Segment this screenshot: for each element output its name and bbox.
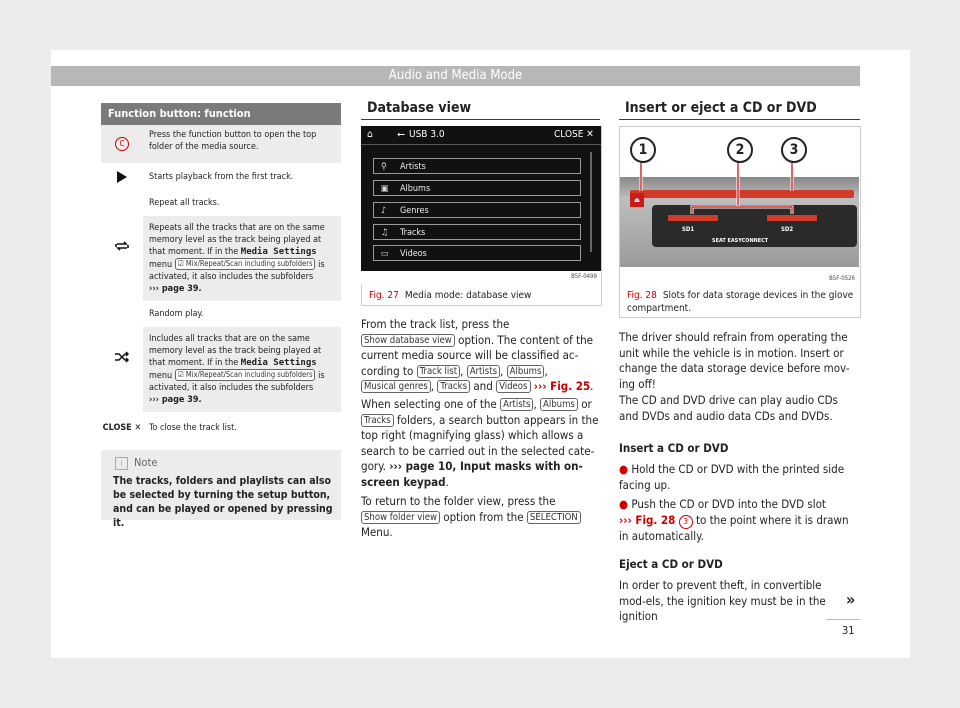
table-row bbox=[101, 302, 341, 413]
db-paragraph-2: When selecting one of the Artists , Albums or Tracks folders, a search button appears in the top right (magnifying glass) which allows a search to be carried out in the selected cate-gory. ››› page 10, Input masks with on-screen keypad. bbox=[361, 397, 599, 489]
row-description: Press the function button to open the top folder of the media source. bbox=[149, 130, 317, 152]
insert-paragraph-2: The CD and DVD drive can play audio CDs and DVDs and audio data CDs and DVDs. bbox=[619, 393, 838, 423]
callout-2: 2 bbox=[727, 137, 753, 163]
insert-paragraph-3: In order to prevent theft, in convertible mod-els, the ignition key must be in the ignition bbox=[619, 578, 826, 623]
callout-3: 3 bbox=[781, 137, 807, 163]
db-paragraph-3: To return to the folder view, press the Show folder view option from the SELECTION Menu. bbox=[361, 494, 601, 541]
table-heading: Function button: function bbox=[101, 103, 341, 125]
table-row bbox=[101, 191, 341, 302]
screen-item-genres[interactable]: ♪ Genres bbox=[373, 202, 581, 218]
chapter-banner: Audio and Media Mode bbox=[51, 66, 860, 86]
glovebox-photo bbox=[620, 127, 859, 285]
person-icon: ⚲ bbox=[381, 162, 387, 172]
note-text: The tracks, folders and playlists can also be selected by turning the setup button, and can be played or opened by pressing it. bbox=[113, 475, 333, 529]
figure-code: B5F-0526 bbox=[829, 275, 855, 282]
insert-heading: Insert a CD or DVD bbox=[619, 441, 729, 455]
figure-caption: Fig. 28 Slots for data storage devices in the glove compartment. bbox=[627, 290, 854, 314]
brand-label: SEAT EASYCONNECT bbox=[712, 238, 769, 244]
screen-scrollbar[interactable] bbox=[590, 152, 592, 252]
section-rule bbox=[619, 119, 860, 120]
note-title: i Note bbox=[101, 450, 341, 470]
page-reference: ››› page 39. bbox=[149, 395, 202, 405]
video-icon: ▭ bbox=[381, 249, 389, 259]
source-label: USB 3.0 bbox=[409, 129, 445, 140]
db-paragraph-1: From the track list, press the Show database view option. The content of the current media source will be classified ac-cording to Track list , Artists , Albums , Musical genres , Tracks and Videos ››› Fig. 25. bbox=[361, 317, 594, 393]
media-screen bbox=[361, 126, 601, 285]
table-row bbox=[101, 125, 341, 164]
sd2-label: SD2 bbox=[781, 226, 794, 233]
page-number: 31 bbox=[842, 624, 855, 637]
shuffle-icon bbox=[101, 302, 143, 412]
screen-top-bar bbox=[361, 126, 601, 144]
row-description-short: Repeat all tracks. bbox=[149, 198, 220, 208]
usb-icon: ⭠ bbox=[397, 129, 405, 140]
home-icon: ⌂ bbox=[367, 129, 373, 140]
info-icon: i bbox=[115, 457, 128, 470]
repeat-icon bbox=[101, 191, 143, 301]
page-reference: ››› page 39. bbox=[149, 284, 202, 294]
screen-close-button[interactable]: CLOSE ✕ bbox=[554, 129, 594, 140]
section-title: Database view bbox=[367, 100, 472, 116]
row-description: To close the track list. bbox=[149, 423, 237, 433]
section-rule bbox=[361, 119, 600, 120]
insert-bullet-2: ● Push the CD or DVD into the DVD slot ››› Fig. 28 3 to the point where it is drawn in automatically. bbox=[619, 497, 849, 543]
row-description-long: Repeats all the tracks that are on the same memory level as the track being played at that moment. If in the Media Settings menu ☑ Mix/Repeat/Scan including subfolders is activated, it also includes the subfolders ››› page 39. bbox=[143, 215, 341, 301]
note-box bbox=[101, 450, 341, 529]
screen-item-albums[interactable]: ▣ Albums bbox=[373, 180, 581, 196]
figure-caption: Fig. 27 Media mode: database view bbox=[369, 290, 532, 301]
close-icon: CLOSE ✕ bbox=[102, 423, 142, 433]
function-table bbox=[101, 103, 341, 444]
mix-repeat-scan-key: ☑ Mix/Repeat/Scan including subfolders bbox=[175, 258, 316, 270]
section-title: Insert or eject a CD or DVD bbox=[625, 100, 817, 116]
folder-up-icon: C bbox=[101, 125, 143, 163]
screen-item-artists[interactable]: ⚲ Artists bbox=[373, 158, 581, 174]
album-icon: ▣ bbox=[381, 184, 389, 194]
mix-repeat-scan-key: ☑ Mix/Repeat/Scan including subfolders bbox=[175, 369, 316, 381]
row-description: Starts playback from the first track. bbox=[149, 172, 294, 182]
eject-heading: Eject a CD or DVD bbox=[619, 557, 723, 571]
row-description-short: Random play. bbox=[149, 309, 204, 319]
screen-item-videos[interactable]: ▭ Videos bbox=[373, 245, 581, 261]
note-icon: ♫ bbox=[381, 228, 389, 238]
play-icon bbox=[101, 164, 143, 190]
screen-item-tracks[interactable]: ♫ Tracks bbox=[373, 224, 581, 240]
continue-marker: » bbox=[846, 590, 856, 609]
sd1-label: SD1 bbox=[682, 226, 695, 233]
eject-icon: ⏏ bbox=[630, 193, 644, 207]
row-description-long: Includes all tracks that are on the same memory level as the track being played at that moment. If in the Media Settings menu ☑ Mix/Repeat/Scan including subfolders is activated, it also includes the subfolders ››› page 39. bbox=[143, 326, 341, 412]
table-row bbox=[101, 164, 341, 191]
callout-1: 1 bbox=[630, 137, 656, 163]
table-row bbox=[101, 413, 341, 444]
insert-paragraph-1: The driver should refrain from operating the unit while the vehicle is in motion. Insert or change the data storage device before mov-ing off! bbox=[619, 330, 850, 391]
figure-code: B5F-0499 bbox=[571, 273, 597, 280]
insert-bullet-1: ● Hold the CD or DVD with the printed side facing up. bbox=[619, 462, 845, 492]
guitar-icon: ♪ bbox=[381, 206, 387, 216]
